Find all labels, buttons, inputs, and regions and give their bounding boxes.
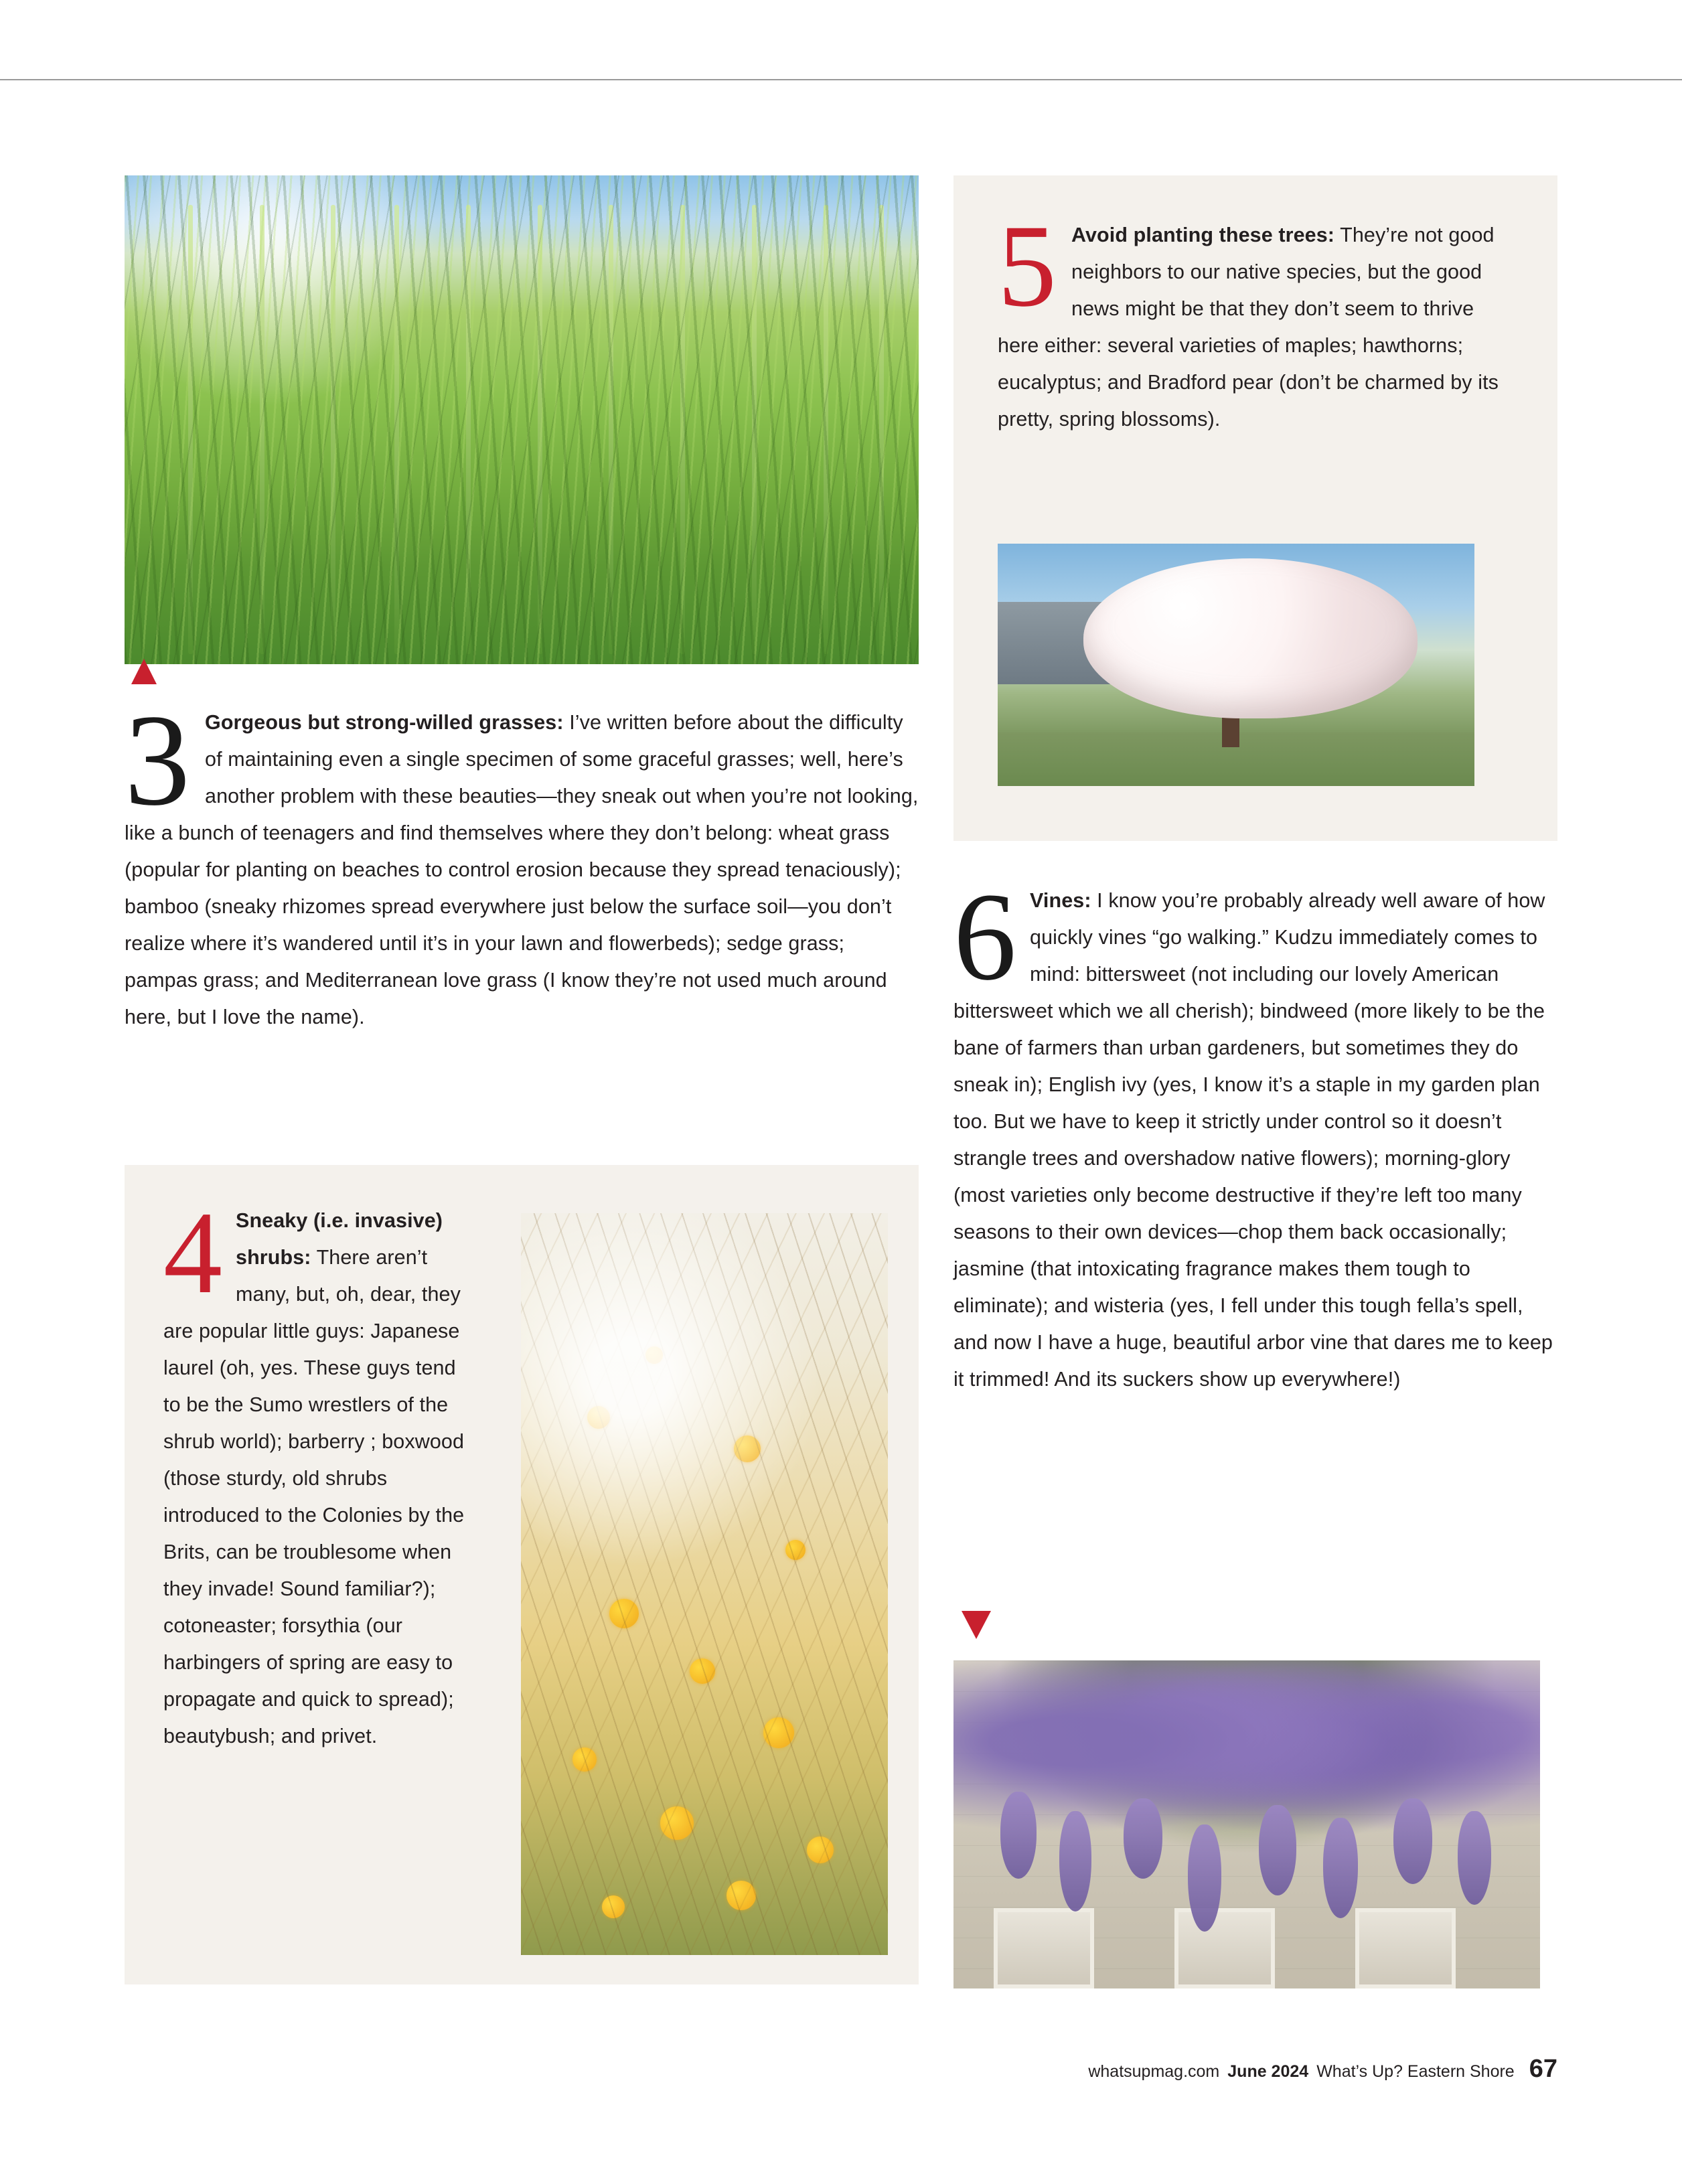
dropcap-6: 6 [953,866,1016,1006]
section-item-5 [998,201,1513,438]
dropcap-3: 3 [125,688,190,833]
item-4-heading: Sneaky (i.e. invasive) shrubs: [236,1209,443,1269]
item-4-body: There aren’t many, but, oh, dear, they are popular little guys: Japanese laurel (oh, yes. These guys tend to be the Sumo wrestlers of the shrub world); barberry ; boxwood (those sturdy, old shrubs introduced to the Colonies by the Brits, can be troublesome when they invade! Sound familiar?); cotoneaster; forsythia (our harbingers of spring are easy to propagate and quick to spread); beautybush; and privet. [163,1246,465,1747]
item-3-body: I’ve written before about the difficulty of maintaining even a single specimen of some graceful grasses; well, here’s another problem with these beauties—they sneak out when you’re not looking, like a bunch of teenagers and find themselves where they don’t belong: wheat grass (popular for planting on beaches to control erosion because they spread tenaciously); bamboo (sneaky rhizomes spread everywhere just below the surface soil—you don’t realize where it’s wandered until it’s in your lawn and flowerbeds); sedge grass; pampas grass; and Mediterranean love grass (I know they’re not used much around here, but I love the name). [125,711,919,1028]
bamboo-grove-photo [125,175,919,664]
section-item-6 [953,866,1557,1398]
item-3-heading: Gorgeous but strong-willed grasses: [205,711,564,734]
item-5-paragraph [998,201,1513,438]
page-number: 67 [1529,2055,1557,2083]
flowering-bradford-pear-tree-photo [998,544,1474,786]
red-up-arrow-marker [131,659,157,684]
footer-website: whatsupmag.com [1088,2062,1220,2081]
section-item-4 [163,1188,474,1755]
item-3-paragraph [125,688,919,1036]
item-5-heading: Avoid planting these trees: [1071,224,1335,246]
footer-issue-date: June 2024 [1227,2062,1309,2081]
item-6-paragraph [953,866,1557,1398]
item-6-heading: Vines: [1030,889,1091,912]
footer-magazine-title: What’s Up? Eastern Shore [1316,2062,1515,2081]
purple-wisteria-over-window-photo [953,1660,1540,1988]
red-down-arrow-marker [962,1611,991,1639]
item-5-body: They’re not good neighbors to our native species, but the good news might be that they don’t seem to thrive here either: several varieties of maples; hawthorns; eucalyptus; and Bradford pear (don’t be charmed by its pretty, spring blossoms). [998,224,1499,431]
dropcap-4: 4 [163,1188,222,1318]
yellow-forsythia-blooms-photo [521,1213,888,1955]
page-footer [1088,2055,1557,2084]
header-rule [0,79,1682,80]
dropcap-5: 5 [998,201,1057,331]
section-item-3 [125,688,919,1036]
item-6-body: I know you’re probably already well aware of how quickly vines “go walking.” Kudzu immediately comes to mind: bittersweet (not including our lovely American bittersweet which we all cherish); bindweed (more likely to be the bane of farmers than urban gardeners, but sometimes they do sneak in); English ivy (yes, I know it’s a staple in my garden plan too. But we have to keep it strictly under control so it doesn’t strangle trees and overshadow native flowers); morning-glory (most varieties only become destructive if they’re left too many seasons to their own devices—chop them back occasionally; jasmine (that intoxicating fragrance makes them tough to eliminate); and wisteria (yes, I fell under this tough fella’s spell, and now I have a huge, beautiful arbor vine that dares me to keep it trimmed! And its suckers show up everywhere!) [953,889,1553,1391]
